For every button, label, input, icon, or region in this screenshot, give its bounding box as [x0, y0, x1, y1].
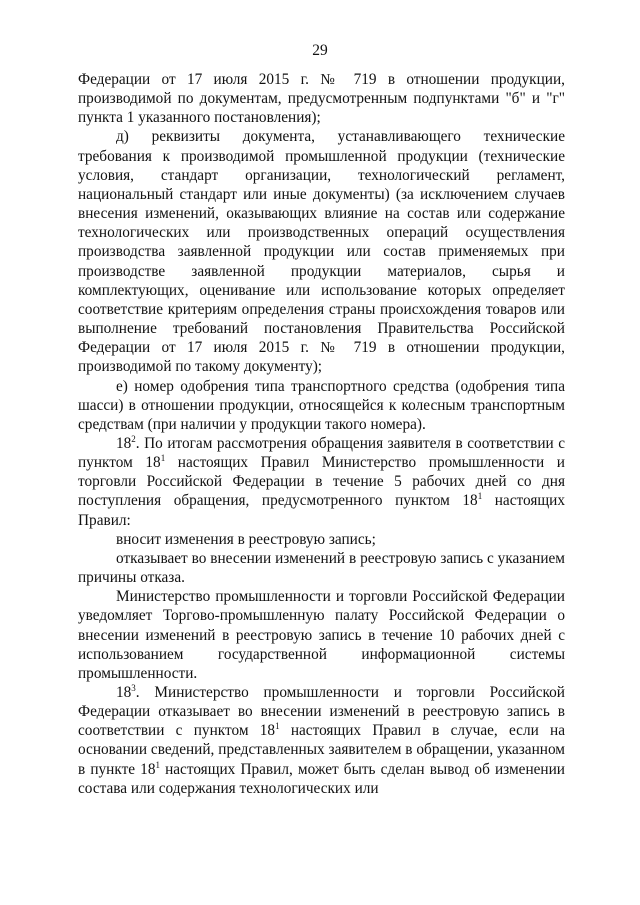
clause-text: настоящих Правил, может быть сделан вывод об изменении состава или содержания технологических или — [78, 760, 565, 797]
paragraph-clause-18-3 — [78, 683, 565, 798]
reference-superscript: 1 — [160, 453, 166, 464]
paragraph-continuation: Федерации от 17 июля 2015 г. № 719 в отношении продукции, производимой по документам, предусмотренным подпунктами "б" и "г" пункта 1 указанного постановления); — [78, 71, 565, 127]
clause-number-superscript: 3 — [131, 683, 136, 693]
reference-superscript: 1 — [155, 759, 160, 770]
document-body — [78, 70, 565, 798]
clause-number: 18 — [116, 434, 132, 452]
clause-text: настоящих Правил Министерство промышленности и торговли Российской Федерации в течение 5 рабочих дней со дня поступления обращения, предусмотренного пунктом 18 — [78, 454, 565, 510]
clause-text: . По итогам рассмотрения обращения заявителя в соответствии с пунктом 18 — [78, 434, 565, 472]
paragraph-item-d: д) реквизиты документа, устанавливающего технические требования к производимой промышленной продукции (технические условия, стандарт организации, технологический регламент, национальный стандарт или иные документы) (за исключением случаев внесения изменений, оказывающих влияние на состав или содержание технологических или производственных операций осуществления производства заявленной продукции или состав применяемых при производстве заявленной продукции материалов, сырья и комплектующих, оценивание или использование которых определяет соответствие критериям определения страны происхождения товаров или выполнение требований постановления Правительства Российской Федерации от 17 июля 2015 г. № 719 в отношении продукции, производимой по такому документу); — [78, 128, 565, 376]
clause-text: настоящих Правил в случае, если на основании сведений, представленных заявителем в обращении, указанном в пункте 18 — [78, 722, 566, 778]
reference-superscript: 1 — [275, 721, 280, 732]
paragraph-option-make-changes: вносит изменения в реестровую запись; — [116, 530, 376, 548]
reference-superscript: 1 — [477, 491, 483, 502]
clause-text: . Министерство промышленности и торговли Российской Федерации отказывает во внесении изменений в реестровую запись в соответствии с пунктом 18 — [78, 684, 565, 740]
clause-number-superscript: 2 — [131, 433, 136, 444]
clause-number: 18 — [116, 684, 132, 701]
paragraph-notification: Министерство промышленности и торговли Российской Федерации уведомляет Торгово-промышленную палату Российской Федерации о внесении изменений в реестровую запись в течение 10 рабочих дней с использованием государственной информационной системы промышленности. — [78, 588, 565, 682]
paragraph-clause-18-2 — [78, 434, 565, 530]
page-number: 29 — [312, 42, 328, 59]
paragraph-option-refuse: отказывает во внесении изменений в реестровую запись с указанием причины отказа. — [78, 549, 565, 587]
paragraph-item-e: е) номер одобрения типа транспортного средства (одобрения типа шасси) в отношении продукции, относящейся к колесным транспортным средствам (при наличии у продукции такого номера). — [78, 377, 565, 433]
clause-text: настоящих Правил: — [78, 492, 565, 529]
